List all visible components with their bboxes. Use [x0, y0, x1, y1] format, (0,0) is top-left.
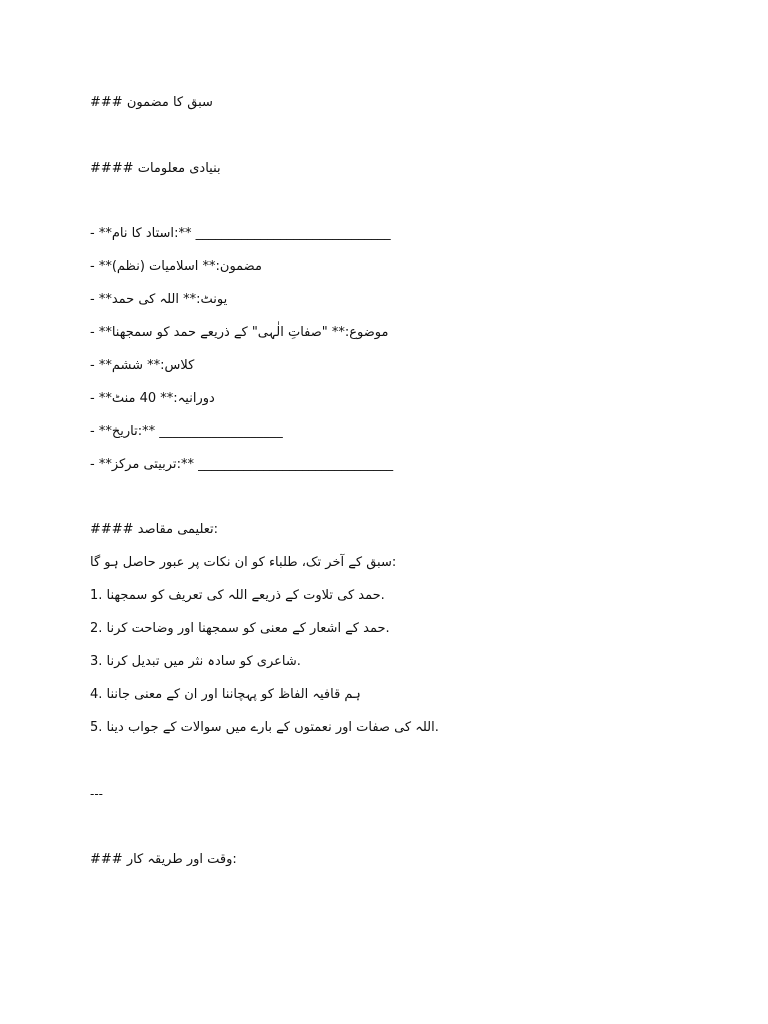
basic-info-heading: #### بنیادی معلومات [90, 161, 221, 176]
objective-item-2: 2. حمد کے اشعار کے معنی کو سمجھنا اور وضاحت کرنا. [90, 621, 390, 636]
info-teacher-name: - **استاد کا نام:** ______________________________ [90, 226, 391, 241]
lesson-heading: ### سبق کا مضمون [90, 95, 213, 110]
horizontal-separator: --- [90, 787, 103, 801]
info-topic: - **موضوع:** "صفاتِ الٰہی" کے ذریعے حمد کو سمجھنا [90, 325, 389, 340]
objective-item-1: 1. حمد کی تلاوت کے ذریعے اللہ کی تعریف کو سمجھنا. [90, 588, 385, 603]
info-class: - **کلاس:** ششم [90, 358, 195, 373]
method-heading: ### وقت اور طریقہ کار: [90, 852, 237, 867]
objective-item-4: 4. ہم قافیہ الفاظ کو پہچاننا اور ان کے معنی جاننا [90, 687, 361, 702]
info-subject: - **مضمون:** اسلامیات (نظم) [90, 259, 262, 274]
objective-item-5: 5. اللہ کی صفات اور نعمتوں کے بارے میں سوالات کے جواب دینا. [90, 720, 439, 735]
objectives-intro: سبق کے آخر تک، طلباء کو ان نکات پر عبور حاصل ہو گا: [90, 555, 397, 570]
info-unit: - **یونٹ:** اللہ کی حمد [90, 292, 228, 307]
info-training-center: - **تربیتی مرکز:** ______________________________ [90, 457, 394, 472]
info-date: - **تاریخ:** ___________________ [90, 424, 283, 439]
info-duration: - **دورانیہ:** 40 منٹ [90, 391, 215, 406]
objective-item-3: 3. شاعری کو سادہ نثر میں تبدیل کرنا. [90, 654, 301, 669]
objectives-heading: #### تعلیمی مقاصد: [90, 522, 219, 537]
